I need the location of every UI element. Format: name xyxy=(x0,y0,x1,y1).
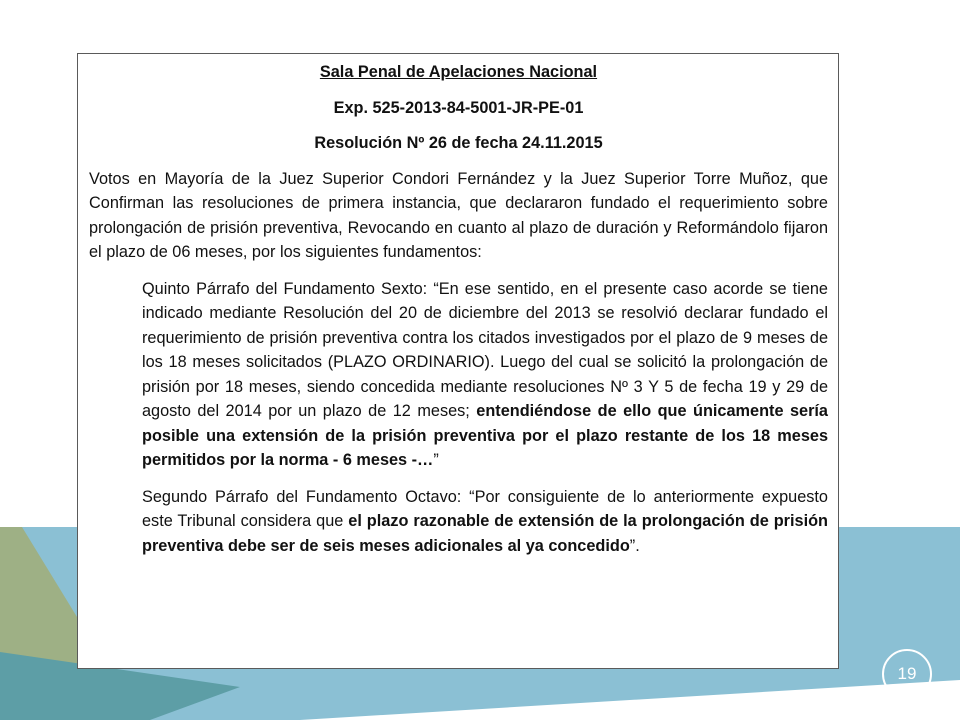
quote-fundamento-octavo xyxy=(89,485,828,559)
expediente-number: Exp. 525-2013-84-5001-JR-PE-01 xyxy=(333,98,584,117)
quote-fundamento-sexto xyxy=(89,277,828,473)
document-text-box xyxy=(77,53,839,669)
quote1-text: Quinto Párrafo del Fundamento Sexto: “En ese sentido, en el presente caso acorde se tiene indicado mediante Resolución del 20 de diciembre del 2013 se resolvió declarar fundado el requerimiento de prisión preventiva contra los citados investigados por el plazo de 9 meses de los 18 meses solicitados (PLAZO ORDINARIO). Luego del cual se solicitó la prolongación de prisión por 18 meses, siendo concedida mediante resoluciones Nº 3 Y 5 de fecha 19 y 29 de agosto del 2014 por un plazo de 12 meses; xyxy=(142,279,828,420)
resolucion-title: Resolución Nº 26 de fecha 24.11.2015 xyxy=(314,134,603,152)
summary-paragraph: Votos en Mayoría de la Juez Superior Condori Fernández y la Juez Superior Torre Muñoz, que Confirman las resoluciones de primera instancia, que declararon fundado el requerimiento sobre prolongación de prisión preventiva, Revocando en cuanto al plazo de duración y Reformándolo fijaron el plazo de 06 meses, por los siguientes fundamentos: xyxy=(89,169,828,261)
quote2-bold: el plazo razonable de extensión de la prolongación de prisión preventiva debe ser de seis meses adicionales al ya concedido xyxy=(142,512,828,555)
quote2-text: Segundo Párrafo del Fundamento Octavo: “Por consiguiente de lo anteriormente expuesto este Tribunal considera que xyxy=(142,487,828,530)
quote1-bold: entendiéndose de ello que únicamente sería posible una extensión de la prisión preventiva por el plazo restante de los 18 meses permitidos por la norma - 6 meses -… xyxy=(142,402,828,469)
quote1-end: ” xyxy=(433,451,439,469)
quote2-end: ”. xyxy=(629,536,640,555)
court-title: Sala Penal de Apelaciones Nacional xyxy=(319,63,598,81)
page-number-badge: 19 xyxy=(882,649,932,699)
